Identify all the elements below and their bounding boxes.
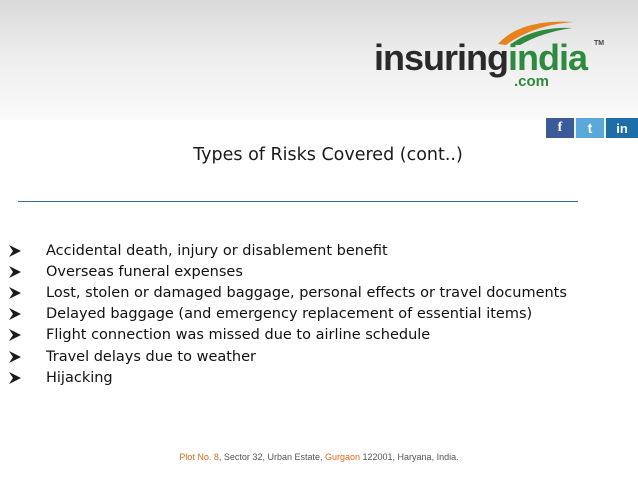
slide-title: Types of Risks Covered (cont..) (193, 145, 463, 165)
arrow-bullet-icon (8, 265, 32, 279)
list-item (8, 240, 567, 261)
footer-rest: 122001, Haryana, India. (360, 452, 459, 462)
insuringindia-logo[interactable] (374, 18, 614, 98)
arrow-bullet-icon (8, 307, 32, 321)
arrow-bullet-icon (8, 286, 32, 300)
footer-plot: Plot No. 8 (179, 452, 219, 462)
list-item (8, 304, 567, 325)
list-item-text: Travel delays due to weather (46, 348, 257, 365)
list-item-text: Lost, stolen or damaged baggage, personal effects or travel documents (46, 284, 567, 301)
list-item-text: Accidental death, injury or disablement benefit (46, 242, 388, 259)
logo-text-insuring: insuring (374, 37, 508, 78)
social-links (546, 118, 638, 138)
risk-list (8, 240, 567, 388)
list-item-text: Hijacking (46, 369, 113, 386)
linkedin-icon[interactable]: in (606, 118, 638, 138)
logo-domain: .com (514, 73, 550, 90)
footer-address (0, 452, 638, 462)
list-item (8, 367, 567, 388)
list-item (8, 261, 567, 282)
arrow-bullet-icon (8, 350, 32, 364)
facebook-icon[interactable]: f (546, 118, 574, 138)
list-item (8, 325, 567, 346)
footer-sector: , Sector 32, Urban Estate, (218, 452, 325, 462)
twitter-icon[interactable]: t (576, 118, 604, 138)
arrow-bullet-icon (8, 371, 32, 385)
list-item-text: Overseas funeral expenses (46, 263, 243, 280)
list-item (8, 282, 567, 303)
arrow-bullet-icon (8, 244, 32, 258)
title-divider (18, 201, 578, 202)
footer-city: Gurgaon (324, 452, 361, 462)
list-item-text: Delayed baggage (and emergency replacement of essential items) (46, 306, 533, 323)
logo-wordmark (374, 38, 587, 78)
list-item-text: Flight connection was missed due to airline schedule (46, 327, 431, 344)
arrow-bullet-icon (8, 328, 32, 342)
logo-trademark: TM (594, 40, 605, 47)
list-item (8, 346, 567, 367)
logo-text-india: india (508, 37, 588, 78)
